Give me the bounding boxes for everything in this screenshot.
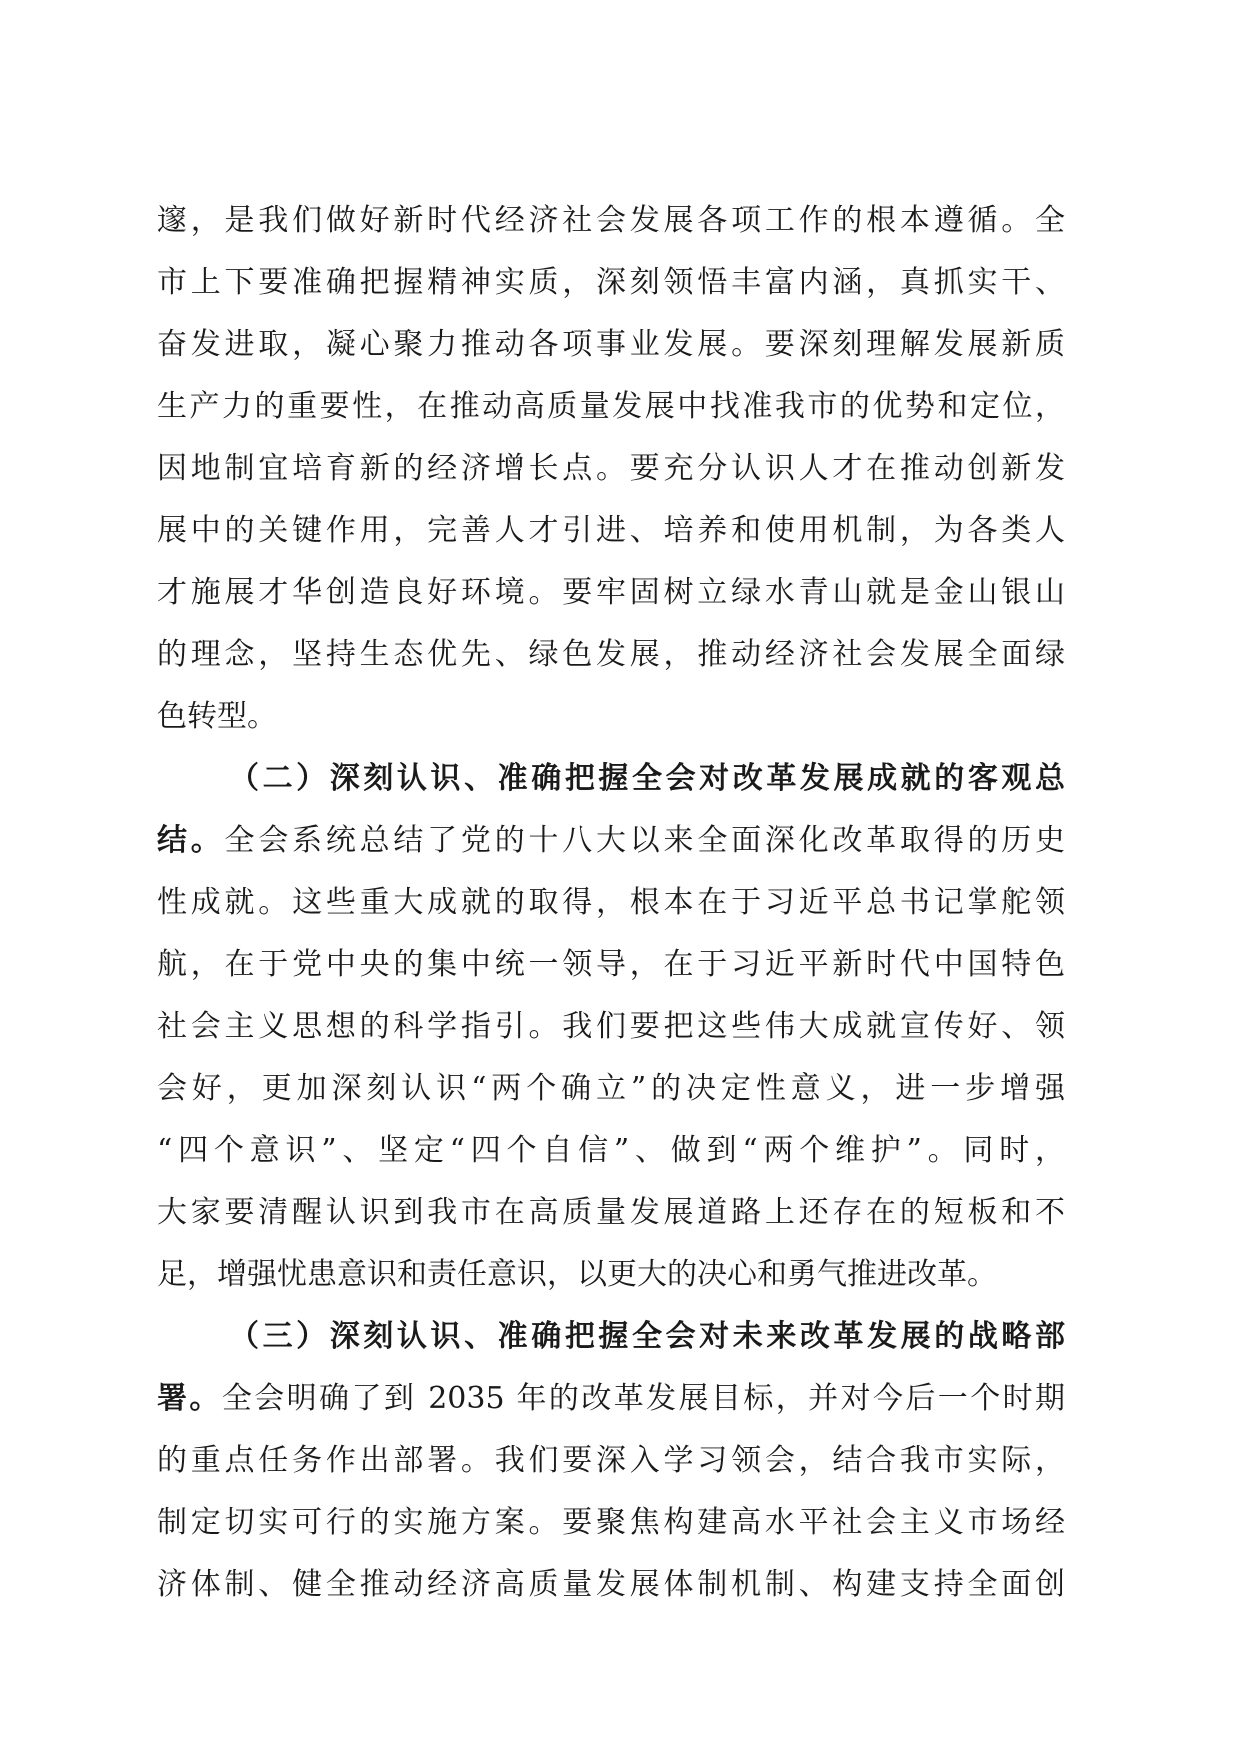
text-line: 因地制宜培育新的经济增长点。要充分认识人才在推动创新发 bbox=[157, 451, 1065, 486]
text-line: 才施展才华创造良好环境。要牢固树立绿水青山就是金山银山 bbox=[157, 575, 1065, 610]
text-line: 市上下要准确把握精神实质，深刻领悟丰富内涵，真抓实干、 bbox=[157, 265, 1065, 300]
text-line: 的理念，坚持生态优先、绿色发展，推动经济社会发展全面绿 bbox=[157, 637, 1065, 672]
text-line: 展中的关键作用，完善人才引进、培养和使用机制，为各类人 bbox=[157, 513, 1065, 548]
text-line: “四个意识”、坚定“四个自信”、做到“两个维护”。同时， bbox=[157, 1133, 1065, 1168]
text-line: 济体制、健全推动经济高质量发展体制机制、构建支持全面创 bbox=[157, 1567, 1065, 1602]
text-line bbox=[157, 1368, 1065, 1430]
text-fragment: 全会系统总结了党的十八大以来全面深化改革取得的历史 bbox=[224, 823, 1066, 858]
section-heading: （三）深刻认识、准确把握全会对未来改革发展的战略部 bbox=[229, 1319, 1065, 1354]
document-body bbox=[157, 190, 1065, 1616]
text-line: 社会主义思想的科学指引。我们要把这些伟大成就宣传好、领 bbox=[157, 1009, 1065, 1044]
section-heading: （二）深刻认识、准确把握全会对改革发展成就的客观总 bbox=[229, 761, 1065, 796]
text-line bbox=[157, 810, 1065, 872]
text-line: 邃，是我们做好新时代经济社会发展各项工作的根本遵循。全 bbox=[157, 203, 1065, 238]
paragraph-section-2 bbox=[157, 748, 1065, 1306]
text-line: 性成就。这些重大成就的取得，根本在于习近平总书记掌舵领 bbox=[157, 885, 1065, 920]
text-line: 生产力的重要性，在推动高质量发展中找准我市的优势和定位， bbox=[157, 389, 1065, 424]
text-line: 足，增强忧患意识和责任意识，以更大的决心和勇气推进改革。 bbox=[157, 1257, 997, 1292]
text-fragment: 全会明确了到 2035 年的改革发展目标，并对今后一个时期 bbox=[221, 1381, 1066, 1416]
text-line: 会好，更加深刻认识“两个确立”的决定性意义，进一步增强 bbox=[157, 1071, 1065, 1106]
paragraph-continuation bbox=[157, 190, 1065, 748]
paragraph-section-3 bbox=[157, 1306, 1065, 1616]
text-line: 航，在于党中央的集中统一领导，在于习近平新时代中国特色 bbox=[157, 947, 1065, 982]
section-heading-end: 结。 bbox=[157, 823, 225, 858]
section-heading-end: 署。 bbox=[157, 1381, 222, 1416]
text-line: 奋发进取，凝心聚力推动各项事业发展。要深刻理解发展新质 bbox=[157, 327, 1065, 362]
text-line: 制定切实可行的实施方案。要聚焦构建高水平社会主义市场经 bbox=[157, 1505, 1065, 1540]
text-line: 色转型。 bbox=[157, 699, 277, 734]
text-line: 大家要清醒认识到我市在高质量发展道路上还存在的短板和不 bbox=[157, 1195, 1065, 1230]
text-line: 的重点任务作出部署。我们要深入学习领会，结合我市实际， bbox=[157, 1443, 1065, 1478]
